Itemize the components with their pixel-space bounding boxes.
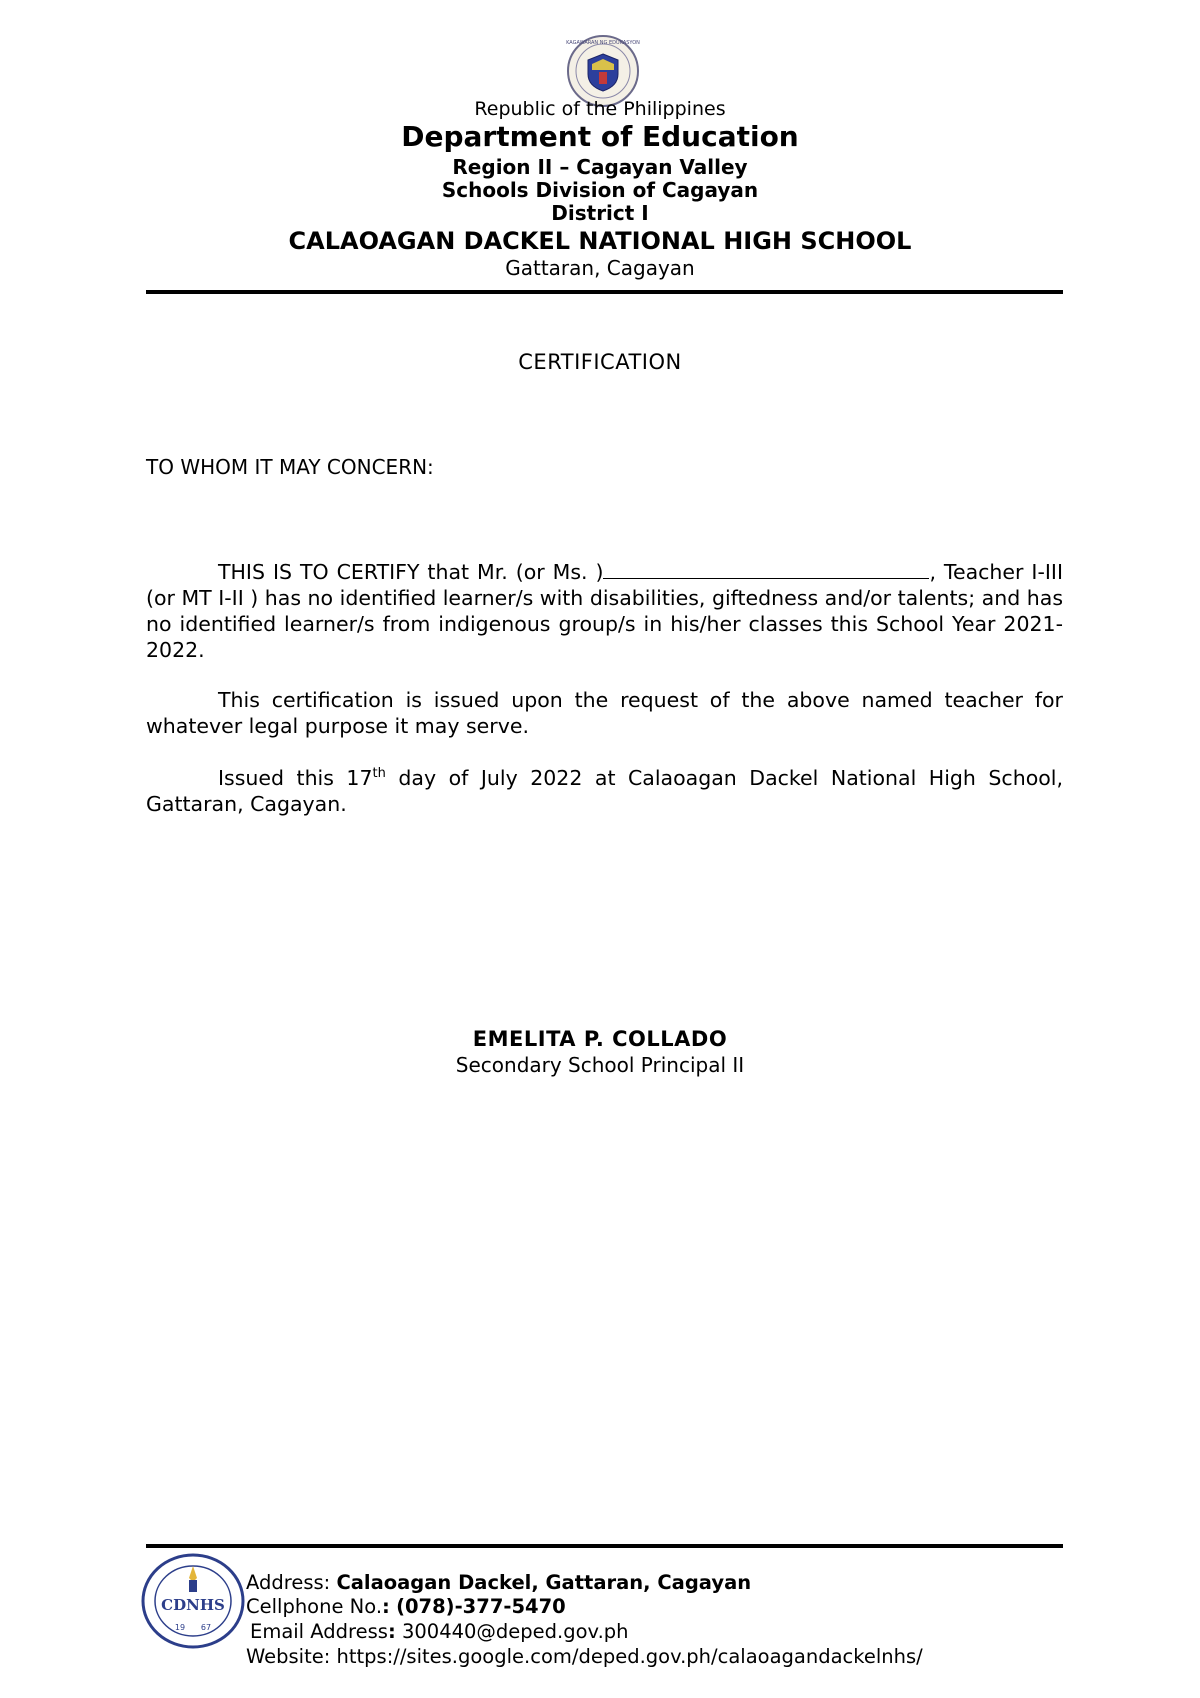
- website-value: https://sites.google.com/deped.gov.ph/calaoagandackelnhs/: [336, 1645, 923, 1668]
- seal-lettering: KAGAWARAN NG EDUKASYON: [566, 40, 640, 46]
- republic-line: Republic of the Philippines: [474, 98, 726, 120]
- phone-separator: :: [382, 1595, 390, 1618]
- footer-address: [246, 1571, 751, 1594]
- district-line: District I: [551, 201, 649, 225]
- school-logo: [140, 1552, 246, 1650]
- teacher-name-blank: [603, 560, 929, 579]
- email-label: Email Address: [250, 1620, 388, 1643]
- signatory-title: Secondary School Principal II: [455, 1053, 745, 1077]
- signatory-name: EMELITA P. COLLADO: [472, 1027, 728, 1051]
- paragraph-3-rest: day of July 2022 at Calaoagan Dackel National High School, Gattaran, Cagayan.: [146, 766, 1063, 816]
- footer-website: [246, 1645, 923, 1668]
- address-value: Calaoagan Dackel, Gattaran, Cagayan: [336, 1571, 752, 1594]
- footer-divider: [146, 1544, 1063, 1548]
- email-value: 300440@deped.gov.ph: [395, 1620, 629, 1643]
- paragraph-2-text: This certification is issued upon the request of the above named teacher for whatever legal purpose it may serve.: [146, 688, 1063, 738]
- logo-lettering: CDNHS: [161, 1596, 225, 1614]
- footer-phone: [246, 1595, 566, 1618]
- ordinal-suffix: th: [372, 766, 386, 782]
- email-separator: :: [387, 1620, 396, 1643]
- paragraph-1-start: THIS IS TO CERTIFY that Mr. (or Ms. ): [218, 560, 604, 584]
- school-name: CALAOAGAN DACKEL NATIONAL HIGH SCHOOL: [288, 227, 912, 255]
- footer-email: [250, 1620, 629, 1643]
- address-label: Address:: [246, 1571, 337, 1594]
- phone-value: (078)-377-5470: [396, 1595, 566, 1618]
- logo-year-left: 19: [174, 1623, 186, 1632]
- division-line: Schools Division of Cagayan: [441, 178, 759, 202]
- salutation: TO WHOM IT MAY CONCERN:: [146, 455, 434, 479]
- region-line: Region II – Cagayan Valley: [452, 155, 748, 179]
- website-label: Website:: [246, 1645, 337, 1668]
- issuance-paragraph: [146, 765, 1063, 817]
- purpose-paragraph: [146, 687, 1063, 739]
- logo-year-right: 67: [200, 1623, 212, 1632]
- school-town: Gattaran, Cagayan: [505, 256, 695, 280]
- deped-seal-logo: [566, 34, 640, 108]
- document-title: CERTIFICATION: [518, 350, 682, 374]
- department-name: Department of Education: [401, 120, 799, 153]
- phone-label: Cellphone No.: [246, 1595, 383, 1618]
- paragraph-3-start: Issued this 17: [218, 766, 373, 790]
- header-divider: [146, 290, 1063, 294]
- paragraph-1-rest: , Teacher I-III (or MT I-II ) has no identified learner/s with disabilities, giftedness and/or talents; and has no identified learner/s from indigenous group/s in his/her classes this School Year 2021-2022.: [146, 560, 1063, 662]
- certification-paragraph: [146, 559, 1063, 663]
